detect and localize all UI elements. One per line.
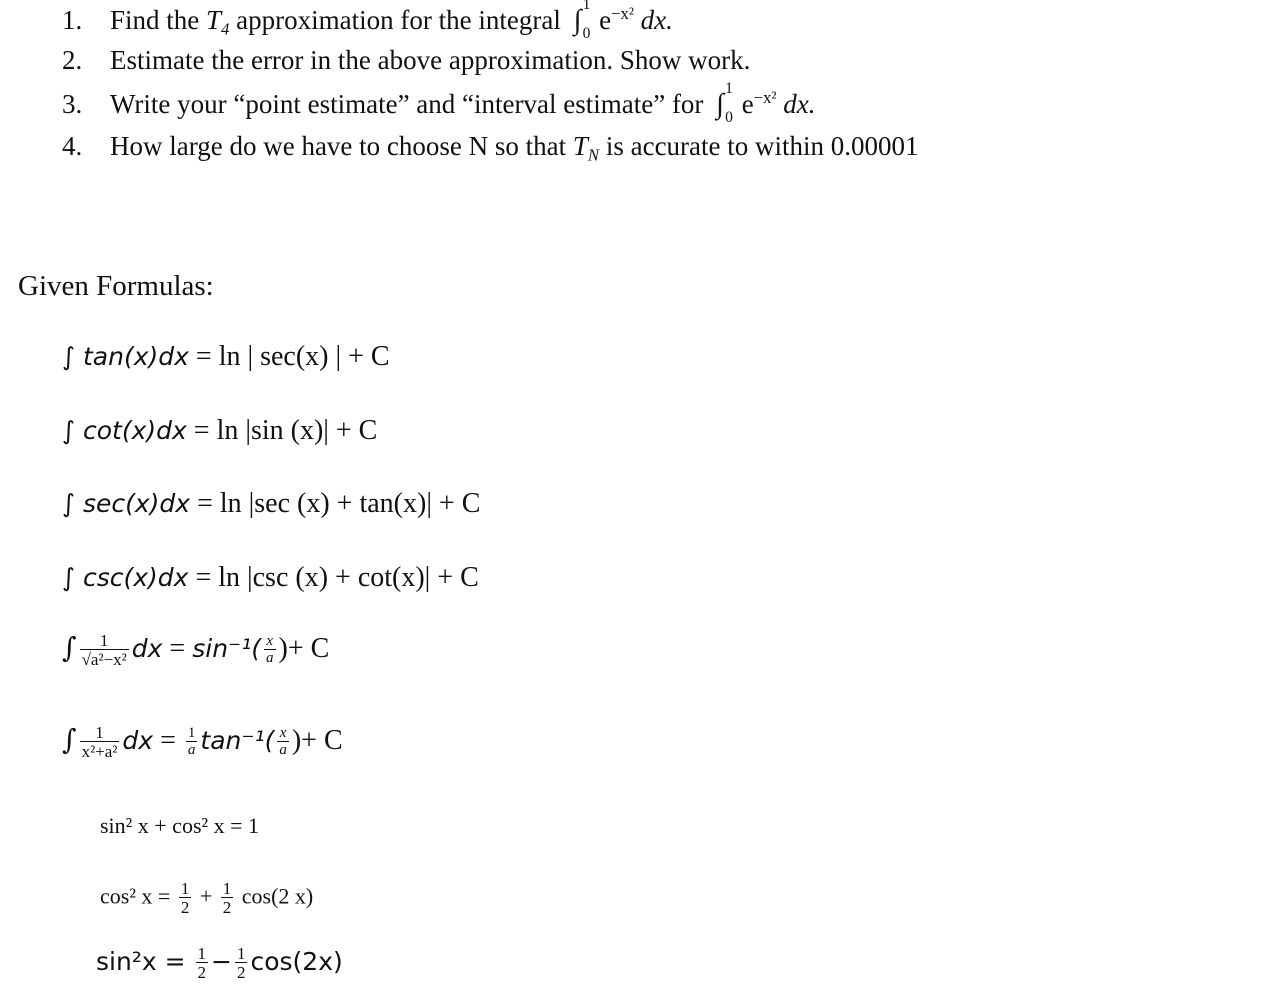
upper-limit: 1 [725,80,733,98]
integrand: e [741,89,754,120]
constant: )+ C [278,632,330,664]
numerator: x [266,633,274,650]
formulas-heading: Given Formulas: [18,270,214,302]
formula-tail: cos(2 x) [241,883,314,909]
formula-sin-squared [96,945,343,982]
differential: dx. [640,5,673,36]
formula-tail: cos(2x) [250,946,343,976]
integrand-exponent: −x² [753,88,777,107]
question-text-mid: approximation for the integral [236,5,561,36]
numerator: x [279,725,287,742]
differential: dx [131,633,163,663]
integral-sign: ∫ [62,722,77,756]
upper-limit: 1 [582,0,591,14]
formula-right: = ln |sec (x) + tan(x)| + C [197,488,481,519]
formula-cot [62,417,377,445]
formula-tan [62,343,390,371]
question-number: 2. [62,45,83,75]
question-1 [62,0,673,42]
approx-subscript: N [587,145,600,165]
fraction-a [196,945,209,982]
formula-right: = ln | sec(x) | + C [195,341,390,372]
fraction-b [221,880,234,917]
coefficient-fraction [186,726,198,759]
denominator: a [279,742,287,759]
formula-left: sin²x = [96,946,186,976]
approx-label [206,5,230,39]
equals: = [160,724,176,756]
formula-left: ∫ csc(x)dx [62,563,189,592]
integral-sign: ∫ [62,630,77,664]
numerator: 1 [197,944,207,963]
question-number: 1. [62,5,83,36]
formula-left: ∫ sec(x)dx [62,489,191,518]
approx-subscript: 4 [221,19,230,39]
numerator: 1 [180,879,190,898]
argument-fraction [264,634,276,667]
formula-left: cos² x = [100,883,171,909]
denominator: 2 [197,963,207,982]
formula-right: = ln |sin (x)| + C [193,415,378,446]
question-text: Find the [110,5,200,36]
question-3 [62,80,816,126]
numerator: 1 [222,879,232,898]
question-number: 3. [62,89,83,120]
constant: )+ C [291,724,343,756]
integrand-exponent: −x² [611,4,634,23]
integral-sign: ∫ 1 0 [574,7,582,35]
formula-pythagorean: sin² x + cos² x = 1 [100,813,260,838]
argument-fraction [277,726,289,759]
differential: dx [122,725,154,755]
lower-limit: 0 [582,24,591,42]
formula-csc [62,564,479,592]
equals: = [169,632,186,664]
question-text: Estimate the error in the above approximation. Show work. [110,45,751,75]
lower-limit: 0 [725,108,733,126]
fraction-b [235,945,248,982]
approx-symbol: T [206,5,222,36]
denominator: 2 [222,898,232,917]
denominator: a [266,650,274,667]
plus: + [199,883,213,909]
question-number: 4. [62,131,83,161]
formula-left: ∫ tan(x)dx [62,342,189,371]
formula-left: ∫ cot(x)dx [62,416,187,445]
denominator: √a²−x² [81,650,127,669]
fraction [80,632,129,669]
question-text: How large do we have to choose N so that [110,131,567,161]
inverse-function: sin⁻¹( [192,633,262,663]
formula-cos-squared [100,880,313,917]
denominator: 2 [180,898,190,917]
numerator: 1 [236,944,246,963]
fraction-a [179,880,192,917]
question-text: Write your “point estimate” and “interval estimate” for [110,89,704,120]
approx-symbol: T [572,131,588,161]
denominator: a [187,742,196,759]
differential: dx. [783,89,816,120]
formula-arctan [62,724,343,761]
numerator: 1 [99,631,109,650]
question-text-tail: is accurate to within 0.00001 [605,131,919,161]
numerator: 1 [95,723,104,742]
question-2 [62,47,750,74]
approx-label [572,131,600,165]
integral-sign: ∫ 1 0 [716,80,733,126]
formula-sec [62,490,480,518]
fraction [80,724,120,761]
minus: − [211,946,232,976]
numerator: 1 [187,725,196,742]
formula-right: = ln |csc (x) + cot(x)| + C [195,562,479,593]
denominator: 2 [236,963,246,982]
integrand: e [599,5,612,36]
formula-arcsin [62,632,329,669]
inverse-function: tan⁻¹( [200,725,275,755]
denominator: x²+a² [81,742,118,761]
question-4 [62,133,919,164]
